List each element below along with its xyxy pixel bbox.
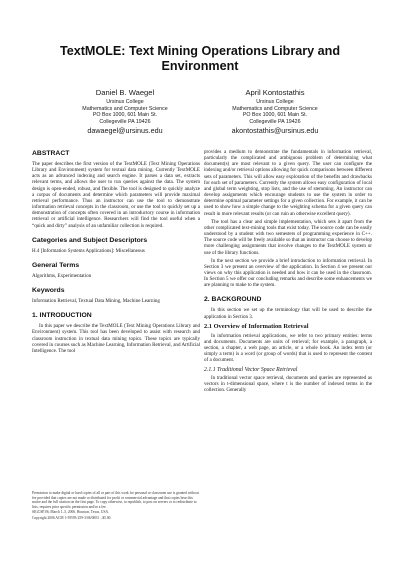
- author-email: dawaegel@ursinus.edu: [87, 126, 163, 136]
- conference-line: SIGCSE'06, March 1–5, 2006, Houston, Texas, USA.: [32, 510, 109, 515]
- background-text: In this section we set up the terminology that will be used to describe the application in Section 3.: [204, 307, 372, 320]
- left-column: [32, 150, 200, 356]
- outline-paragraph: In the next section we provide a brief introduction to information retrieval. In Section 3 we present an overview of the application. In Section 4 we present our views on why this application is needed and how it can be used in the classroom. In Section 5 we offer our concluding remarks and describe some enhancements we are planning to make to the system.: [204, 257, 372, 289]
- paper-title: TextMOLE: Text Mining Operations Library and Environment: [59, 44, 341, 73]
- author-address: PO Box 1000, 601 Main St.: [92, 112, 158, 119]
- author-block-2: [200, 88, 350, 136]
- author-name: April Kontostathis: [245, 88, 305, 97]
- vector-space-heading: 2.1.1 Traditional Vector Space Retrieval: [204, 366, 298, 373]
- keywords-text: Information Retrieval, Textual Data Mining, Machine Learning: [32, 298, 160, 305]
- abstract-text: The paper describes the first version of the TextMOLE (Text Mining Operations Library and Environment) system for textual data mining. Currently TextMOLE acts as an advanced indexing and search engine. It parses a data set, extracts relevant terms, and allows the user to run queries against the data. The system design is open-ended, robust, and flexible. The tool is designed to quickly analyze a corpus of documents and determine which parameters will provide maximal retrieval performance. Thus an instructor can use the tool to demonstrate information retrieval concepts in the classroom, or use the tool to quickly set up a demonstration of concepts often covered in an introductory course in information retrieval or artificial intelligence. Researchers will find the tool useful when a “quick and dirty” analysis of an unfamiliar collection is required.: [32, 161, 200, 229]
- author-city: Collegeville PA 19426: [99, 118, 151, 125]
- background-heading: 2. BACKGROUND: [204, 296, 262, 304]
- right-column: [204, 149, 372, 395]
- overview-heading: 2.1 Overview of Information Retrieval: [204, 322, 309, 330]
- introduction-heading: 1. INTRODUCTION: [32, 312, 92, 320]
- author-institution: Ursinus College: [106, 99, 144, 105]
- intro-continued-paragraph: provides a medium to demonstrate the fundamentals in information retrieval, particularly the complicated and ambiguous problem of determining what document(s) are most relevant to a given query. The user can configure the indexing and/or retrieval options allowing for quick comparisons between different sets of parameters. This will allow easy exploration of the benefits and drawbacks for each set of parameters. Currently the system allows easy configuration of local and global term weighting, stop lists, and the use of stemming. An instructor can develop assignments which encourage students to use the system in order to determine optimal parameter settings for a given collection. For example, it can be used to show how a simple change to the weighting schema for a given query can result in more relevant results (or can ruin an otherwise excellent query).: [204, 149, 372, 217]
- author-department: Mathematics and Computer Science: [82, 105, 168, 112]
- author-department: Mathematics and Computer Science: [232, 105, 318, 112]
- author-address: PO Box 1000, 601 Main St.: [242, 112, 308, 119]
- categories-text: H.4 [Information Systems Applications]: Miscellaneous: [32, 247, 145, 254]
- permission-text: Permission to make digital or hard copies of all or part of this work for personal or classroom use is granted without fee provided that copies are not made or distributed for profit or commercial advantage and that copies bear this notice and the full citation on the first page. To copy otherwise, to republish, to post on servers or to redistribute to lists, requires prior specific permission and/or a fee.: [32, 491, 199, 509]
- general-terms-text: Algorithms, Experimentation: [32, 272, 92, 279]
- author-email: akontostathis@ursinus.edu: [231, 126, 319, 136]
- implementation-paragraph: The tool has a clear and simple implementation, which sets it apart from the other complicated text-mining tools that exist today. The source code can be easily understood by a student with two semesters of programming experience in C++. The source code will be freely available so that an instructor can choose to develop more challenging assignments that involve changes to the TextMOLE system or use of the library functions.: [204, 218, 372, 256]
- copyright-notice: [32, 491, 200, 522]
- keywords-heading: Keywords: [32, 287, 65, 295]
- author-city: Collegeville PA 19426: [249, 118, 301, 125]
- general-terms-heading: General Terms: [32, 261, 80, 269]
- author-block-1: [50, 88, 200, 136]
- author-name: Daniel B. Waegel: [95, 88, 155, 97]
- abstract-heading: ABSTRACT: [32, 150, 70, 157]
- overview-text: In information retrieval applications, we refer to two primary entities: terms and documents. Documents are units of retrieval; for example, a paragraph, a section, a chapter, a web page, an article, or a whole book. An index term (or simply a term) is a word (or group of words) that is used to represent the content of a document.: [204, 332, 372, 364]
- introduction-text: In this paper we describe the TextMOLE (Text Mining Operations Library and Environment) system. This tool has been developed to assist with research and classroom instruction in textual data mining topics. These topics are typically covered in courses such as Machine Learning, Information Retrieval, and Artificial Intelligence. The tool: [32, 323, 200, 354]
- author-institution: Ursinus College: [256, 99, 294, 105]
- vector-space-text: In traditional vector space retrieval, documents and queries are represented as vectors in t-dimensional space, where t is the number of indexed terms in the collection. Generally: [204, 374, 372, 393]
- copyright-line: Copyright 2006 ACM 1-59593-259-3/06/0003 ...$5.00.: [32, 515, 112, 520]
- categories-heading: Categories and Subject Descriptors: [32, 236, 148, 244]
